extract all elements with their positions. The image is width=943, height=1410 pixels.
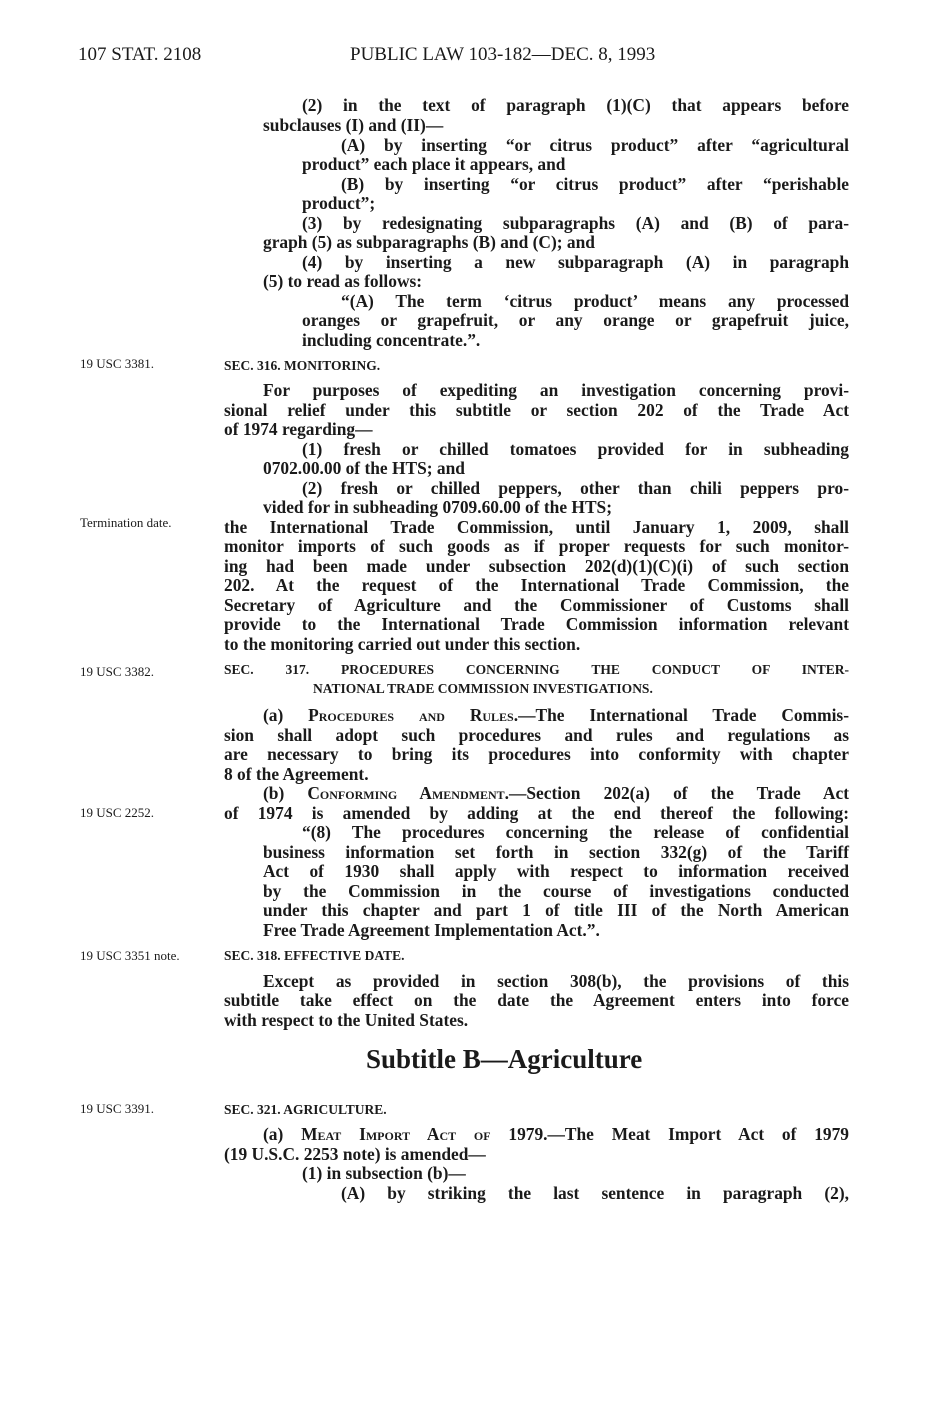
text-line: ing had been made under subsection 202(d)(1)(C)(i) of such section [224, 556, 849, 576]
text-line: (B) by inserting “or citrus product” after “perishable [341, 174, 849, 194]
text-line: Free Trade Agreement Implementation Act.”. [263, 920, 600, 940]
text-line: 202. At the request of the International Trade Commission, the [224, 575, 849, 595]
text-line: Act of 1930 shall apply with respect to information received [263, 861, 849, 881]
text-line: oranges or grapefruit, or any orange or grapefruit juice, [302, 310, 849, 330]
text-line: (2) in the text of paragraph (1)(C) that appears before [302, 95, 849, 115]
text-line: “(8) The procedures concerning the release of confidential [302, 822, 849, 842]
margin-note-usc-3381: 19 USC 3381. [80, 356, 155, 371]
text-line: are necessary to bring its procedures into conformity with chapter [224, 744, 849, 764]
run-in-heading: Procedures and Rules [308, 705, 514, 725]
text-line: the International Trade Commission, until January 1, 2009, shall [224, 517, 849, 537]
text-line: (b) Conforming Amendment.—Section 202(a) of the Trade Act [263, 783, 849, 803]
text-line: Except as provided in section 308(b), the provisions of this [263, 971, 849, 991]
text-line: (A) by striking the last sentence in paragraph (2), [341, 1183, 849, 1203]
margin-note-usc-3351-note: 19 USC 3351 note. [80, 948, 180, 963]
text-line: product”; [302, 193, 376, 213]
page-law-title: PUBLIC LAW 103-182—DEC. 8, 1993 [350, 44, 656, 65]
run-in-heading: Meat Import Act of 1979 [301, 1124, 544, 1144]
section-318-heading: SEC. 318. EFFECTIVE DATE. [224, 948, 405, 963]
text-line: of 1974 is amended by adding at the end thereof the following: [224, 803, 849, 823]
text-line: (a) Procedures and Rules.—The International Trade Commis- [263, 705, 849, 725]
text-line: monitor imports of such goods as if proper requests for such monitor- [224, 536, 849, 556]
text-line: (1) in subsection (b)— [302, 1163, 466, 1183]
text-line: (a) Meat Import Act of 1979.—The Meat Import Act of 1979 [263, 1124, 849, 1144]
text-line: (4) by inserting a new subparagraph (A) in paragraph [302, 252, 849, 272]
margin-note-usc-3391: 19 USC 3391. [80, 1101, 155, 1116]
text-line: sional relief under this subtitle or section 202 of the Trade Act [224, 400, 849, 420]
text-line: (2) fresh or chilled peppers, other than chili peppers pro- [302, 478, 849, 498]
text-line: business information set forth in section 332(g) of the Tariff [263, 842, 849, 862]
run-in-heading: Conforming Amendment [307, 783, 505, 803]
text-line: 0702.00.00 of the HTS; and [263, 458, 465, 478]
text-line: subclauses (I) and (II)— [263, 115, 444, 135]
text-line: provide to the International Trade Commission information relevant [224, 614, 849, 634]
text-line: including concentrate.”. [302, 330, 481, 350]
subtitle-heading: Subtitle B—Agriculture [366, 1044, 643, 1074]
text-line: under this chapter and part 1 of title III of the North American [263, 900, 849, 920]
text-line: For purposes of expediting an investigation concerning provi- [263, 380, 849, 400]
text-line: product” each place it appears, and [302, 154, 566, 174]
text-line: to the monitoring carried out under this section. [224, 634, 581, 654]
text-line: graph (5) as subparagraphs (B) and (C); and [263, 232, 595, 252]
text-line: by the Commission in the course of investigations conducted [263, 881, 849, 901]
section-321-heading: SEC. 321. AGRICULTURE. [224, 1102, 387, 1117]
text-line: 8 of the Agreement. [224, 764, 369, 784]
section-317-heading: SEC. 317. PROCEDURES CONCERNING THE CONDUCT OF INTER- [224, 662, 849, 677]
text-line: of 1974 regarding— [224, 419, 373, 439]
margin-note-termination-date: Termination date. [80, 515, 172, 530]
text-line: vided for in subheading 0709.60.00 of the HTS; [263, 497, 613, 517]
section-317-heading-cont: NATIONAL TRADE COMMISSION INVESTIGATIONS. [313, 681, 653, 696]
text-line: (A) by inserting “or citrus product” after “agricultural [341, 135, 849, 155]
text-line: Secretary of Agriculture and the Commissioner of Customs shall [224, 595, 849, 615]
text-line: sion shall adopt such procedures and rules and regulations as [224, 725, 849, 745]
margin-note-usc-3382: 19 USC 3382. [80, 664, 155, 679]
text-line: subtitle take effect on the date the Agreement enters into force [224, 990, 849, 1010]
margin-note-usc-2252: 19 USC 2252. [80, 805, 155, 820]
text-line: (5) to read as follows: [263, 271, 423, 291]
text-line: (19 U.S.C. 2253 note) is amended— [224, 1144, 486, 1164]
text-line: with respect to the United States. [224, 1010, 469, 1030]
page-stat-citation: 107 STAT. 2108 [78, 44, 202, 65]
text-line: (1) fresh or chilled tomatoes provided for in subheading [302, 439, 849, 459]
text-line: “(A) The term ‘citrus product’ means any processed [341, 291, 849, 311]
text-line: (3) by redesignating subparagraphs (A) and (B) of para- [302, 213, 849, 233]
section-316-heading: SEC. 316. MONITORING. [224, 358, 381, 373]
